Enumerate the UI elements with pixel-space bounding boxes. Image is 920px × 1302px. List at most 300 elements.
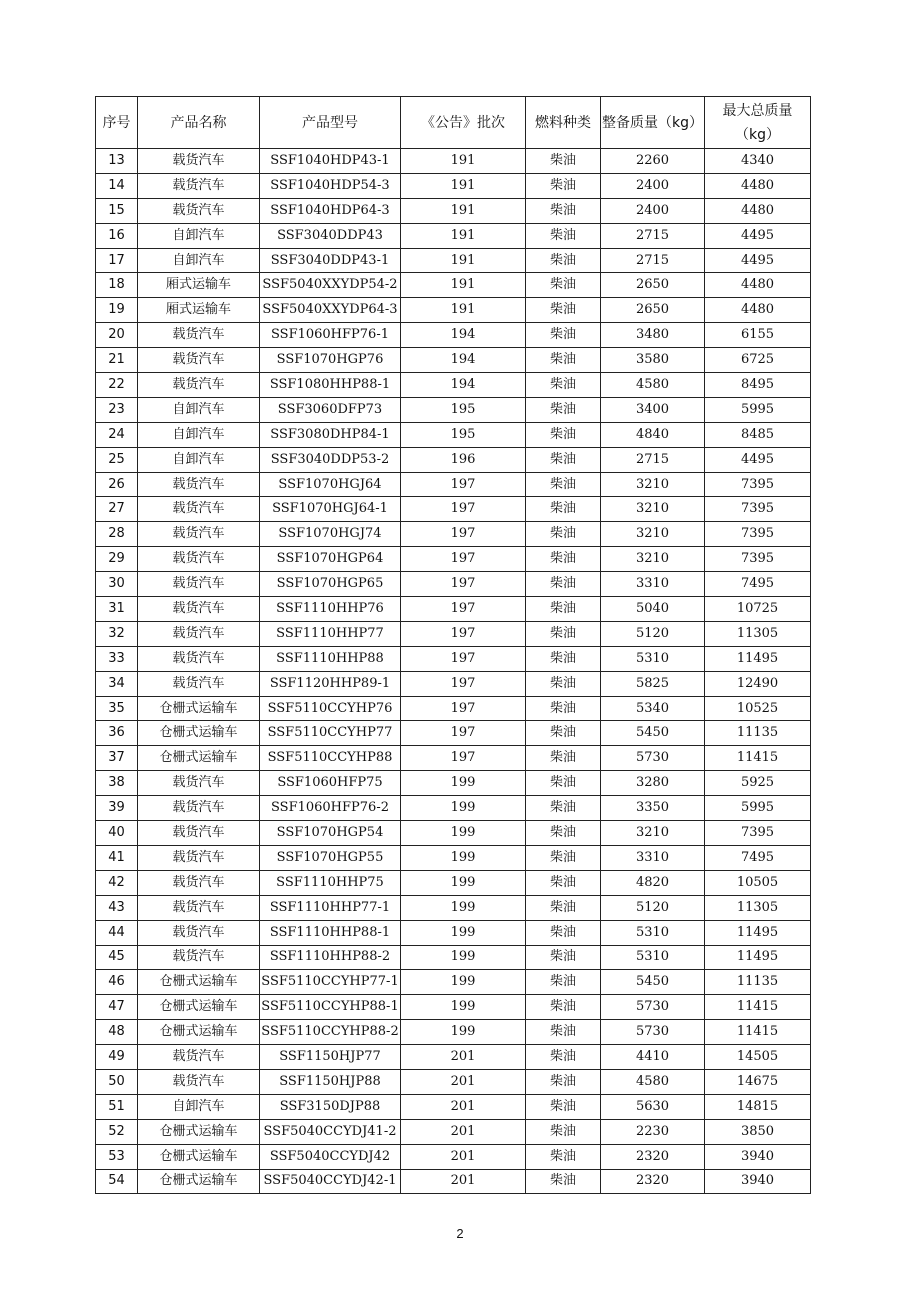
cell-curb-mass: 2715 — [601, 248, 705, 273]
cell-max-mass: 11135 — [705, 721, 811, 746]
table-row — [96, 671, 811, 696]
cell-curb-mass: 2400 — [601, 198, 705, 223]
cell-product-name: 载货汽车 — [138, 173, 260, 198]
header-product-name: 产品名称 — [138, 97, 260, 149]
cell-seq: 54 — [96, 1169, 138, 1194]
table-row — [96, 746, 811, 771]
cell-product-model: SSF5040CCYDJ42-1 — [260, 1169, 401, 1194]
cell-max-mass: 14815 — [705, 1094, 811, 1119]
cell-fuel-type: 柴油 — [526, 945, 601, 970]
cell-product-model: SSF1040HDP64-3 — [260, 198, 401, 223]
table-row — [96, 945, 811, 970]
cell-fuel-type: 柴油 — [526, 870, 601, 895]
cell-product-name: 载货汽车 — [138, 895, 260, 920]
cell-batch: 191 — [401, 223, 526, 248]
cell-seq: 47 — [96, 995, 138, 1020]
cell-product-model: SSF1110HHP75 — [260, 870, 401, 895]
cell-product-model: SSF3040DDP53-2 — [260, 447, 401, 472]
cell-product-name: 仓栅式运输车 — [138, 970, 260, 995]
cell-max-mass: 12490 — [705, 671, 811, 696]
cell-batch: 197 — [401, 721, 526, 746]
cell-seq: 36 — [96, 721, 138, 746]
cell-batch: 201 — [401, 1119, 526, 1144]
cell-batch: 201 — [401, 1069, 526, 1094]
cell-seq: 49 — [96, 1045, 138, 1070]
cell-product-name: 自卸汽车 — [138, 223, 260, 248]
table-row — [96, 373, 811, 398]
cell-product-model: SSF3040DDP43 — [260, 223, 401, 248]
cell-curb-mass: 2260 — [601, 149, 705, 174]
cell-product-model: SSF3150DJP88 — [260, 1094, 401, 1119]
cell-product-name: 载货汽车 — [138, 149, 260, 174]
cell-product-name: 载货汽车 — [138, 572, 260, 597]
table-row — [96, 646, 811, 671]
cell-seq: 32 — [96, 621, 138, 646]
cell-product-model: SSF5110CCYHP77-1 — [260, 970, 401, 995]
cell-seq: 38 — [96, 771, 138, 796]
cell-max-mass: 10525 — [705, 696, 811, 721]
cell-seq: 21 — [96, 348, 138, 373]
cell-seq: 29 — [96, 547, 138, 572]
cell-product-name: 自卸汽车 — [138, 1094, 260, 1119]
cell-curb-mass: 5450 — [601, 721, 705, 746]
cell-batch: 199 — [401, 771, 526, 796]
cell-fuel-type: 柴油 — [526, 721, 601, 746]
cell-product-name: 载货汽车 — [138, 870, 260, 895]
cell-max-mass: 14505 — [705, 1045, 811, 1070]
cell-product-model: SSF5040XXYDP64-3 — [260, 298, 401, 323]
cell-batch: 199 — [401, 821, 526, 846]
cell-fuel-type: 柴油 — [526, 970, 601, 995]
cell-max-mass: 11135 — [705, 970, 811, 995]
table-row — [96, 298, 811, 323]
cell-product-name: 载货汽车 — [138, 497, 260, 522]
cell-seq: 26 — [96, 472, 138, 497]
cell-product-model: SSF1110HHP76 — [260, 597, 401, 622]
cell-seq: 37 — [96, 746, 138, 771]
cell-seq: 51 — [96, 1094, 138, 1119]
cell-fuel-type: 柴油 — [526, 1119, 601, 1144]
cell-fuel-type: 柴油 — [526, 696, 601, 721]
table-row — [96, 422, 811, 447]
cell-seq: 41 — [96, 845, 138, 870]
cell-max-mass: 5995 — [705, 796, 811, 821]
cell-batch: 196 — [401, 447, 526, 472]
table-header-row — [96, 97, 811, 149]
cell-curb-mass: 2230 — [601, 1119, 705, 1144]
cell-product-model: SSF1060HFP76-2 — [260, 796, 401, 821]
cell-curb-mass: 2715 — [601, 223, 705, 248]
cell-product-model: SSF1070HGJ64 — [260, 472, 401, 497]
table-row — [96, 173, 811, 198]
cell-fuel-type: 柴油 — [526, 572, 601, 597]
cell-curb-mass: 4580 — [601, 373, 705, 398]
cell-product-name: 自卸汽车 — [138, 397, 260, 422]
cell-seq: 16 — [96, 223, 138, 248]
cell-product-name: 载货汽车 — [138, 373, 260, 398]
cell-curb-mass: 3210 — [601, 547, 705, 572]
cell-seq: 27 — [96, 497, 138, 522]
cell-batch: 191 — [401, 198, 526, 223]
cell-fuel-type: 柴油 — [526, 323, 601, 348]
cell-batch: 197 — [401, 522, 526, 547]
cell-fuel-type: 柴油 — [526, 597, 601, 622]
cell-fuel-type: 柴油 — [526, 821, 601, 846]
cell-product-model: SSF5040CCYDJ42 — [260, 1144, 401, 1169]
cell-product-model: SSF1150HJP77 — [260, 1045, 401, 1070]
cell-batch: 197 — [401, 696, 526, 721]
cell-product-model: SSF1070HGP64 — [260, 547, 401, 572]
cell-curb-mass: 5340 — [601, 696, 705, 721]
cell-product-name: 仓栅式运输车 — [138, 995, 260, 1020]
cell-fuel-type: 柴油 — [526, 422, 601, 447]
cell-product-model: SSF1120HHP89-1 — [260, 671, 401, 696]
cell-curb-mass: 5310 — [601, 920, 705, 945]
cell-batch: 197 — [401, 547, 526, 572]
cell-max-mass: 4495 — [705, 248, 811, 273]
cell-max-mass: 6155 — [705, 323, 811, 348]
cell-product-model: SSF1110HHP88 — [260, 646, 401, 671]
table-row — [96, 348, 811, 373]
cell-curb-mass: 5630 — [601, 1094, 705, 1119]
cell-batch: 194 — [401, 348, 526, 373]
cell-fuel-type: 柴油 — [526, 1169, 601, 1194]
cell-seq: 35 — [96, 696, 138, 721]
cell-seq: 30 — [96, 572, 138, 597]
cell-product-name: 载货汽车 — [138, 821, 260, 846]
cell-curb-mass: 3210 — [601, 497, 705, 522]
cell-product-model: SSF1060HFP75 — [260, 771, 401, 796]
table-row — [96, 721, 811, 746]
cell-fuel-type: 柴油 — [526, 472, 601, 497]
cell-seq: 53 — [96, 1144, 138, 1169]
cell-batch: 191 — [401, 273, 526, 298]
table-row — [96, 472, 811, 497]
table-row — [96, 696, 811, 721]
cell-seq: 13 — [96, 149, 138, 174]
cell-fuel-type: 柴油 — [526, 149, 601, 174]
cell-fuel-type: 柴油 — [526, 1144, 601, 1169]
cell-fuel-type: 柴油 — [526, 1020, 601, 1045]
cell-fuel-type: 柴油 — [526, 522, 601, 547]
table-row — [96, 248, 811, 273]
cell-max-mass: 7495 — [705, 572, 811, 597]
cell-batch: 201 — [401, 1169, 526, 1194]
cell-fuel-type: 柴油 — [526, 671, 601, 696]
cell-max-mass: 11305 — [705, 621, 811, 646]
cell-max-mass: 5925 — [705, 771, 811, 796]
vehicle-catalog-table — [95, 96, 811, 1194]
cell-curb-mass: 3400 — [601, 397, 705, 422]
cell-product-name: 载货汽车 — [138, 945, 260, 970]
cell-product-model: SSF1040HDP43-1 — [260, 149, 401, 174]
cell-fuel-type: 柴油 — [526, 547, 601, 572]
cell-product-name: 仓栅式运输车 — [138, 696, 260, 721]
cell-product-name: 仓栅式运输车 — [138, 1144, 260, 1169]
table-row — [96, 796, 811, 821]
cell-max-mass: 11495 — [705, 646, 811, 671]
cell-product-model: SSF1080HHP88-1 — [260, 373, 401, 398]
cell-product-model: SSF5110CCYHP88-1 — [260, 995, 401, 1020]
cell-product-model: SSF3080DHP84-1 — [260, 422, 401, 447]
cell-curb-mass: 2320 — [601, 1169, 705, 1194]
cell-fuel-type: 柴油 — [526, 621, 601, 646]
cell-product-model: SSF5110CCYHP88 — [260, 746, 401, 771]
table-row — [96, 870, 811, 895]
cell-seq: 31 — [96, 597, 138, 622]
cell-curb-mass: 3210 — [601, 472, 705, 497]
cell-seq: 39 — [96, 796, 138, 821]
cell-fuel-type: 柴油 — [526, 273, 601, 298]
cell-seq: 50 — [96, 1069, 138, 1094]
cell-curb-mass: 5040 — [601, 597, 705, 622]
cell-product-name: 载货汽车 — [138, 671, 260, 696]
cell-max-mass: 7395 — [705, 821, 811, 846]
cell-seq: 33 — [96, 646, 138, 671]
cell-seq: 44 — [96, 920, 138, 945]
cell-curb-mass: 4840 — [601, 422, 705, 447]
cell-product-name: 载货汽车 — [138, 198, 260, 223]
cell-batch: 194 — [401, 323, 526, 348]
cell-product-model: SSF5110CCYHP88-2 — [260, 1020, 401, 1045]
cell-product-name: 载货汽车 — [138, 845, 260, 870]
cell-seq: 18 — [96, 273, 138, 298]
table-row — [96, 273, 811, 298]
cell-product-name: 载货汽车 — [138, 1045, 260, 1070]
cell-batch: 195 — [401, 397, 526, 422]
cell-seq: 43 — [96, 895, 138, 920]
cell-batch: 199 — [401, 945, 526, 970]
cell-product-model: SSF1150HJP88 — [260, 1069, 401, 1094]
cell-curb-mass: 5310 — [601, 646, 705, 671]
cell-max-mass: 4495 — [705, 223, 811, 248]
cell-seq: 24 — [96, 422, 138, 447]
header-curb-mass: 整备质量（kg） — [601, 97, 705, 149]
header-fuel-type: 燃料种类 — [526, 97, 601, 149]
cell-product-name: 载货汽车 — [138, 1069, 260, 1094]
table-row — [96, 572, 811, 597]
cell-product-name: 载货汽车 — [138, 920, 260, 945]
cell-seq: 14 — [96, 173, 138, 198]
cell-curb-mass: 4410 — [601, 1045, 705, 1070]
cell-curb-mass: 5825 — [601, 671, 705, 696]
cell-product-name: 载货汽车 — [138, 547, 260, 572]
table-row — [96, 1119, 811, 1144]
cell-curb-mass: 2320 — [601, 1144, 705, 1169]
cell-max-mass: 10725 — [705, 597, 811, 622]
cell-fuel-type: 柴油 — [526, 895, 601, 920]
cell-product-model: SSF1040HDP54-3 — [260, 173, 401, 198]
cell-curb-mass: 5730 — [601, 1020, 705, 1045]
cell-curb-mass: 2650 — [601, 298, 705, 323]
cell-curb-mass: 3350 — [601, 796, 705, 821]
cell-product-model: SSF5110CCYHP76 — [260, 696, 401, 721]
cell-curb-mass: 3280 — [601, 771, 705, 796]
cell-batch: 191 — [401, 298, 526, 323]
cell-product-model: SSF1110HHP88-1 — [260, 920, 401, 945]
cell-max-mass: 4495 — [705, 447, 811, 472]
cell-curb-mass: 5310 — [601, 945, 705, 970]
cell-max-mass: 11305 — [705, 895, 811, 920]
header-seq: 序号 — [96, 97, 138, 149]
cell-product-name: 载货汽车 — [138, 621, 260, 646]
cell-curb-mass: 5120 — [601, 895, 705, 920]
table-row — [96, 1069, 811, 1094]
cell-seq: 42 — [96, 870, 138, 895]
cell-product-model: SSF5110CCYHP77 — [260, 721, 401, 746]
cell-fuel-type: 柴油 — [526, 397, 601, 422]
cell-product-name: 载货汽车 — [138, 348, 260, 373]
cell-curb-mass: 3310 — [601, 845, 705, 870]
cell-fuel-type: 柴油 — [526, 248, 601, 273]
cell-product-name: 自卸汽车 — [138, 248, 260, 273]
cell-fuel-type: 柴油 — [526, 373, 601, 398]
cell-max-mass: 10505 — [705, 870, 811, 895]
table-row — [96, 547, 811, 572]
cell-product-name: 仓栅式运输车 — [138, 746, 260, 771]
cell-fuel-type: 柴油 — [526, 920, 601, 945]
cell-seq: 34 — [96, 671, 138, 696]
table-row — [96, 223, 811, 248]
table-row — [96, 1045, 811, 1070]
cell-batch: 201 — [401, 1045, 526, 1070]
cell-seq: 17 — [96, 248, 138, 273]
table-row — [96, 845, 811, 870]
cell-seq: 40 — [96, 821, 138, 846]
cell-curb-mass: 5120 — [601, 621, 705, 646]
cell-fuel-type: 柴油 — [526, 646, 601, 671]
cell-max-mass: 4340 — [705, 149, 811, 174]
cell-seq: 52 — [96, 1119, 138, 1144]
cell-product-name: 载货汽车 — [138, 771, 260, 796]
table-row — [96, 323, 811, 348]
cell-product-name: 仓栅式运输车 — [138, 1020, 260, 1045]
table-row — [96, 1144, 811, 1169]
cell-max-mass: 4480 — [705, 198, 811, 223]
cell-seq: 15 — [96, 198, 138, 223]
cell-batch: 199 — [401, 796, 526, 821]
cell-curb-mass: 5450 — [601, 970, 705, 995]
cell-product-name: 载货汽车 — [138, 323, 260, 348]
cell-fuel-type: 柴油 — [526, 746, 601, 771]
cell-batch: 197 — [401, 671, 526, 696]
cell-fuel-type: 柴油 — [526, 1045, 601, 1070]
cell-product-name: 载货汽车 — [138, 522, 260, 547]
cell-product-name: 载货汽车 — [138, 597, 260, 622]
cell-fuel-type: 柴油 — [526, 1069, 601, 1094]
cell-curb-mass: 5730 — [601, 746, 705, 771]
cell-product-model: SSF1110HHP77-1 — [260, 895, 401, 920]
table-row — [96, 522, 811, 547]
cell-fuel-type: 柴油 — [526, 223, 601, 248]
cell-max-mass: 3940 — [705, 1144, 811, 1169]
cell-product-model: SSF1070HGP65 — [260, 572, 401, 597]
cell-fuel-type: 柴油 — [526, 771, 601, 796]
table-row — [96, 895, 811, 920]
cell-batch: 191 — [401, 149, 526, 174]
cell-max-mass: 4480 — [705, 173, 811, 198]
cell-batch: 194 — [401, 373, 526, 398]
table-row — [96, 621, 811, 646]
cell-fuel-type: 柴油 — [526, 298, 601, 323]
table-row — [96, 198, 811, 223]
cell-max-mass: 11415 — [705, 995, 811, 1020]
cell-batch: 197 — [401, 472, 526, 497]
cell-batch: 199 — [401, 970, 526, 995]
cell-product-model: SSF1060HFP76-1 — [260, 323, 401, 348]
cell-max-mass: 7395 — [705, 547, 811, 572]
table-row — [96, 821, 811, 846]
cell-curb-mass: 3210 — [601, 821, 705, 846]
cell-batch: 201 — [401, 1094, 526, 1119]
table-row — [96, 497, 811, 522]
cell-batch: 197 — [401, 572, 526, 597]
cell-seq: 22 — [96, 373, 138, 398]
cell-batch: 199 — [401, 1020, 526, 1045]
cell-seq: 19 — [96, 298, 138, 323]
cell-product-name: 载货汽车 — [138, 796, 260, 821]
cell-max-mass: 8495 — [705, 373, 811, 398]
cell-fuel-type: 柴油 — [526, 1094, 601, 1119]
table-row — [96, 149, 811, 174]
cell-batch: 195 — [401, 422, 526, 447]
cell-product-name: 自卸汽车 — [138, 447, 260, 472]
table-body — [96, 149, 811, 1194]
cell-max-mass: 8485 — [705, 422, 811, 447]
cell-product-model: SSF1070HGP55 — [260, 845, 401, 870]
cell-batch: 199 — [401, 845, 526, 870]
cell-product-name: 厢式运输车 — [138, 298, 260, 323]
cell-max-mass: 7495 — [705, 845, 811, 870]
cell-curb-mass: 2715 — [601, 447, 705, 472]
table-row — [96, 995, 811, 1020]
table-row — [96, 447, 811, 472]
cell-max-mass: 11495 — [705, 945, 811, 970]
cell-batch: 197 — [401, 646, 526, 671]
cell-seq: 20 — [96, 323, 138, 348]
table-row — [96, 1020, 811, 1045]
cell-product-model: SSF1070HGP76 — [260, 348, 401, 373]
cell-max-mass: 6725 — [705, 348, 811, 373]
header-product-model: 产品型号 — [260, 97, 401, 149]
cell-fuel-type: 柴油 — [526, 348, 601, 373]
cell-product-model: SSF1110HHP77 — [260, 621, 401, 646]
cell-max-mass: 11415 — [705, 746, 811, 771]
cell-fuel-type: 柴油 — [526, 845, 601, 870]
cell-product-model: SSF3060DFP73 — [260, 397, 401, 422]
cell-fuel-type: 柴油 — [526, 995, 601, 1020]
cell-seq: 28 — [96, 522, 138, 547]
cell-curb-mass: 3580 — [601, 348, 705, 373]
cell-curb-mass: 3310 — [601, 572, 705, 597]
cell-product-model: SSF1070HGJ64-1 — [260, 497, 401, 522]
cell-max-mass: 5995 — [705, 397, 811, 422]
cell-max-mass: 7395 — [705, 522, 811, 547]
table-row — [96, 920, 811, 945]
cell-seq: 23 — [96, 397, 138, 422]
cell-batch: 191 — [401, 173, 526, 198]
cell-curb-mass: 2400 — [601, 173, 705, 198]
cell-curb-mass: 3480 — [601, 323, 705, 348]
cell-product-name: 载货汽车 — [138, 472, 260, 497]
table-row — [96, 1094, 811, 1119]
cell-product-model: SSF1070HGP54 — [260, 821, 401, 846]
cell-product-model: SSF1070HGJ74 — [260, 522, 401, 547]
cell-batch: 201 — [401, 1144, 526, 1169]
cell-max-mass: 7395 — [705, 472, 811, 497]
cell-curb-mass: 4820 — [601, 870, 705, 895]
cell-batch: 197 — [401, 621, 526, 646]
